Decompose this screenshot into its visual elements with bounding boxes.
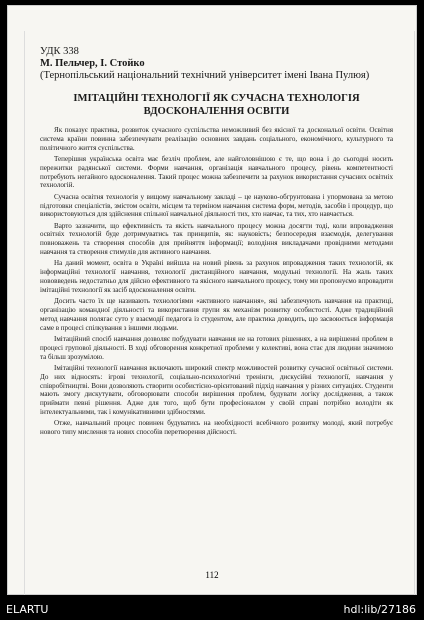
page-content <box>40 46 393 439</box>
paragraph-4: Варто зазначити, що ефективність та якість навчального процесу можна досягти тоді, коли впровадження освітніх технологій буде дотримуватись так принципів, як: науковість; безпосередня взаємодія, делегування повноважень та створення способів для прийняття інформації; володіння викладачами провідними методами навчання та створення стимулів для активного навчання. <box>40 221 393 257</box>
paragraph-9: Отже, навчальний процес повинен будуватись на необхідності всебічного розвитку молоді, який потребує нового типу мислення та нових способів перетворення дійсності. <box>40 419 393 437</box>
affiliation: (Тернопільський національний технічний університет імені Івана Пулюя) <box>40 70 370 81</box>
paragraph-3: Сучасна освітня технологія у вищому навчальному закладі – це науково-обгрунтована і упормована за метою підготовки спеціалістів, змістом освіти, місцем та терміном навчання система форм, методів, засобів і процедур, що використовуються для здійснення спільної навчальної діяльності тих, хто навчає, та тих, хто навчається. <box>40 192 393 219</box>
repository-name[interactable]: ELARTU <box>6 603 49 616</box>
paragraph-8: Імітаційні технології навчання включають широкий спектр можливостей розвитку сучасної освітньої системи. До них відносять: ігрові технології, соціально-психологічні тренінги, дискусійні технології, навчання у співробітництві. Вони дозволяють створити особистісно-орієнтований підхід навчання у різних ситуаціях. Студенти мають змогу дискутувати, обговорювати способи вирішення проблем, будувати логіку дослідження, а також приймати певні рішення. Адже для того, щоб бути професіоналом у своїй справі потрібно володіти як інтелектуальними, так і комунікативними здібностями. <box>40 363 393 417</box>
handle-link[interactable]: hdl:lib/27186 <box>343 603 416 616</box>
paragraph-6: Досить часто їх ще називають технологіями «активного навчання», які забезпечують навчання на практиці, організацію командної діяльності та використання групи як механізм розвитку особистості. Адже традиційний метод навчання полягає суто у взаємодії педагога із студентом, але практика доводить, що засвоюється інформація саме в процесі спілкування з іншими людьми. <box>40 297 393 332</box>
paragraph-5: На даний момент, освіта в Україні вийшла на новий рівень за рахунок впровадження таких технологій, як інформаційні технології навчання, технології дистанційного навчання, модульні технології. На жаль таких нововведень недостатньо для дійсно ефективного та якісного навчального процесу, тому ми пропонуємо впровадити імітаційні технології як засіб вдосконалення освіти. <box>40 259 393 294</box>
page-number: 112 <box>205 570 219 580</box>
paragraph-2: Теперішня українська освіта має безліч проблем, але найголовнішою є те, що вона і до сьогодні носить пережитки радянської системи. Форми навчання, організація навчального процесу, рівень компетентності потребують негайного вдосконалення. Такий процес можна забезпечити за рахунок використання сучасних освітніх технологій. <box>40 154 393 190</box>
document-page <box>7 5 417 595</box>
repository-footer <box>0 595 424 620</box>
udk-code: УДК 338 <box>40 46 79 57</box>
article-title: ІМІТАЦІЙНІ ТЕХНОЛОГІЇ ЯК СУЧАСНА ТЕХНОЛОГІЯ ВДОСКОНАЛЕННЯ ОСВІТИ <box>73 93 360 117</box>
paragraph-7: Імітаційний спосіб навчання дозволяє побудувати навчання не на готових рішеннях, а на вирішенні проблем в процесі групової діяльності. В ході обговорення конкретної проблеми у колективі, вона стає для людини значимою та більш зрозумілою. <box>40 334 393 361</box>
paragraph-1: Як показує практика, розвиток сучасного суспільства неможливий без якісної та доскональої освіти. Освітня система країни повинна забезпечувати реалізацію основних завдань соціального, економічного, культурного та політичного життя суспільства. <box>40 126 393 152</box>
authors: М. Пельчер, І. Стойко <box>40 58 145 69</box>
